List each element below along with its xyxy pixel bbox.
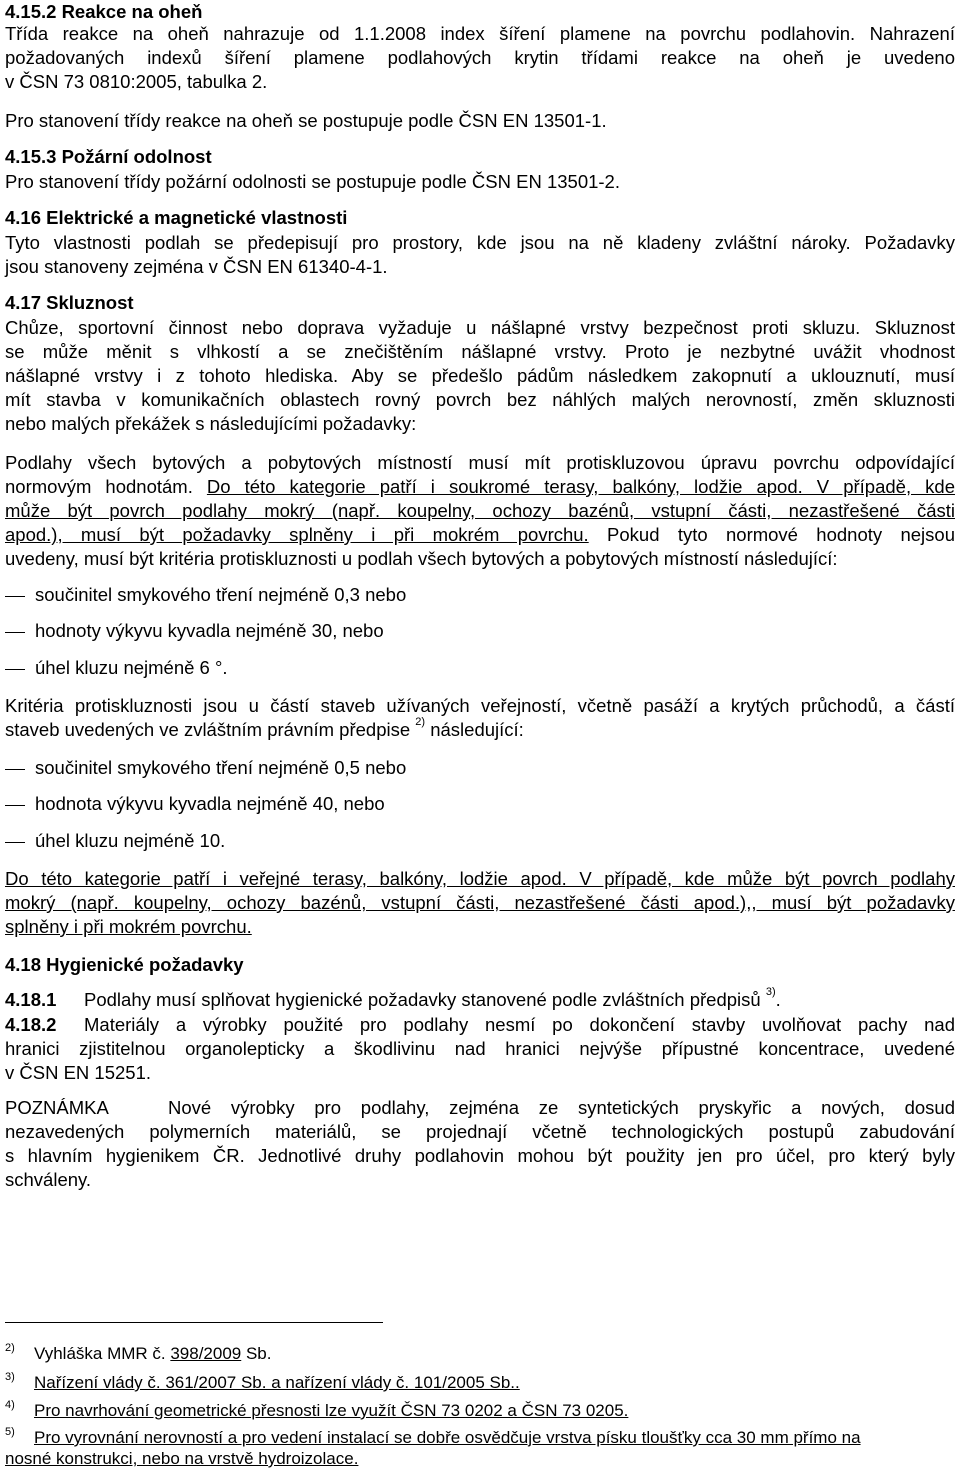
list-item — [5, 792, 955, 816]
heading-4-16: 4.16 Elektrické a magnetické vlastnosti — [5, 207, 348, 228]
underlined-line: Do této kategorie patří i veřejné terasy, balkóny, lodžie apod. V případě, kde může být povrch podlahy — [5, 868, 955, 889]
note-line — [5, 1096, 955, 1120]
item-number: 4.18.1 — [5, 989, 57, 1010]
paragraph-line: Tyto vlastnosti podlah se předepisují pro prostory, kde jsou na ně kladeny zvláštní nároky. Požadavky — [5, 232, 955, 253]
paragraph-line: v ČSN EN 15251. — [5, 1062, 152, 1083]
footnote-mark: 4) — [5, 1399, 15, 1411]
underlined-line: mokrý (např. koupelny, ochozy bazénů, vstupní části, nezastřešené části apod.),, musí být požadavky — [5, 892, 955, 913]
paragraph-line: požadovaných indexů šíření plamene podlahových krytin třídami reakce na oheň je uvedeno — [5, 47, 955, 68]
paragraph-line: Kritéria protiskluznosti jsou u částí staveb užívaných veřejností, včetně pasáží a krytých průchodů, a částí — [5, 695, 955, 716]
note-line: s hlavním hygienikem ČR. Jednotlivé druhy podlahovin mohou být použity jen pro účel, pro který byly — [5, 1145, 955, 1166]
paragraph-line: uvedeny, musí být kritéria protiskluznosti u podlah všech bytových a pobytových místností následující: — [5, 548, 838, 569]
note-line: nezavedených polymerních materiálů, se projednají včetně technologických postupů zabudování — [5, 1121, 955, 1142]
paragraph-line: Podlahy všech bytových a pobytových místností musí mít protiskluzovou úpravu povrchu odpovídající — [5, 452, 955, 473]
underlined-text: apod.), musí být požadavky splněny i při mokrém povrchu. — [5, 524, 589, 545]
item-text: Materiály a výrobky použité pro podlahy nesmí po dokončení stavby uvolňovat pachy nad — [84, 1014, 955, 1035]
underlined-line: může být povrch podlahy mokrý (např. koupelny, ochozy bazénů, vstupní části, nezastřešené části — [5, 500, 955, 521]
item-text: Podlahy musí splňovat hygienické požadavky stanovené podle zvláštních předpisů — [84, 989, 761, 1010]
footnote-5 — [5, 1427, 955, 1449]
paragraph-line: se může měnit s vlhkostí a se znečištěním nášlapné vrstvy. Proto je nezbytné uvážit vhodnost — [5, 341, 955, 362]
dash-bullet — [5, 669, 25, 670]
list-item-text: hodnota výkyvu kyvadla nejméně 40, nebo — [35, 793, 385, 814]
item-4-18-1 — [5, 988, 955, 1012]
paragraph-line — [5, 475, 955, 499]
footnote-link[interactable]: 398/2009 — [170, 1344, 242, 1363]
paragraph-line — [5, 523, 955, 547]
footnote-text: Nařízení vlády č. 361/2007 Sb. a nařízení vlády č. 101/2005 Sb.. — [34, 1373, 520, 1392]
paragraph-line: v ČSN 73 0810:2005, tabulka 2. — [5, 71, 268, 92]
list-item-text: úhel kluzu nejméně 6 °. — [35, 657, 228, 678]
list-item — [5, 756, 955, 780]
paragraph-line: Chůze, sportovní činnost nebo doprava vyžaduje u nášlapné vrstvy bezpečnost proti skluzu. Skluznost — [5, 317, 955, 338]
paragraph-line: hranici zjistitelnou organolepticky a škodlivinu nad hranici nejvýše přípustné koncentrace, uvedené — [5, 1038, 955, 1059]
note-text: Nové výrobky pro podlahy, zejména ze syntetických pryskyřic a nových, dosud — [167, 1097, 956, 1118]
text-run: následující: — [425, 719, 524, 740]
underlined-line: splněny i při mokrém povrchu. — [5, 916, 252, 937]
text-run: Pokud tyto normové hodnoty nejsou — [588, 524, 955, 545]
paragraph-line: mít stavba v komunikačních oblastech rovný povrch bez náhlých malých nerovností, změn skluznosti — [5, 389, 955, 410]
note-label: POZNÁMKA — [5, 1097, 109, 1118]
text-run: staveb uvedených ve zvláštním právním předpise — [5, 719, 416, 740]
text-run: Sb. — [241, 1344, 272, 1363]
footnote-mark: 5) — [5, 1426, 15, 1438]
heading-4-15-2: 4.15.2 Reakce na oheň — [5, 1, 203, 22]
heading-4-18: 4.18 Hygienické požadavky — [5, 954, 244, 975]
list-item — [5, 656, 955, 680]
footnote-5-continued: nosné konstrukci, nebo na vrstvě hydroizolace. — [5, 1449, 359, 1468]
footnote-separator — [5, 1322, 383, 1323]
text-run: . — [775, 989, 781, 1010]
footnote-mark: 2) — [5, 1342, 15, 1354]
footnote-text: Pro navrhování geometrické přesnosti lze využít ČSN 73 0202 a ČSN 73 0205. — [34, 1401, 629, 1420]
footnote-mark: 3) — [5, 1371, 15, 1383]
list-item — [5, 619, 955, 643]
text-run: normovým hodnotám. — [5, 476, 207, 497]
underlined-text: Do této kategorie patří i soukromé terasy, balkóny, lodžie apod. V případě, kde — [206, 476, 955, 497]
list-item-text: úhel kluzu nejméně 10. — [35, 830, 226, 851]
note-line: schváleny. — [5, 1169, 92, 1190]
footnote-text: Pro vyrovnání nerovností a pro vedení instalací se dobře osvědčuje vrstva písku tloušťky cca 30 mm přímo na — [34, 1428, 861, 1447]
list-item-text: součinitel smykového tření nejméně 0,3 nebo — [35, 584, 407, 605]
item-4-18-2 — [5, 1013, 955, 1037]
paragraph-line: nebo malých překážek s následujícími požadavky: — [5, 413, 417, 434]
list-item — [5, 829, 955, 853]
paragraph-line: Třída reakce na oheň nahrazuje od 1.1.2008 index šíření plamene na povrchu podlahovin. Nahrazení — [5, 23, 955, 44]
dash-bullet — [5, 769, 25, 770]
item-number: 4.18.2 — [5, 1014, 57, 1035]
paragraph-line: jsou stanoveny zejména v ČSN EN 61340-4-1. — [5, 256, 388, 277]
footnote-4 — [5, 1400, 955, 1422]
text-run: Vyhláška MMR č. — [34, 1344, 171, 1363]
dash-bullet — [5, 805, 25, 806]
footnote-ref: 2) — [415, 716, 426, 728]
footnote-2 — [5, 1343, 955, 1365]
heading-4-17: 4.17 Skluznost — [5, 292, 134, 313]
paragraph-line: nášlapné vrstvy i z tohoto hlediska. Aby se předešlo pádům následkem zakopnutí a uklouznutí, musí — [5, 365, 955, 386]
list-item-text: hodnoty výkyvu kyvadla nejméně 30, nebo — [35, 620, 384, 641]
footnote-text — [34, 1343, 272, 1365]
paragraph-line — [5, 718, 955, 742]
footnote-3 — [5, 1372, 955, 1394]
dash-bullet — [5, 632, 25, 633]
list-item-text: součinitel smykového tření nejméně 0,5 nebo — [35, 757, 407, 778]
dash-bullet — [5, 842, 25, 843]
list-item — [5, 583, 955, 607]
paragraph-text: Pro stanovení třídy reakce na oheň se postupuje podle ČSN EN 13501-1. — [5, 110, 607, 131]
footnote-ref: 3) — [765, 986, 776, 998]
heading-4-15-3: 4.15.3 Požární odolnost — [5, 146, 212, 167]
paragraph-text: Pro stanovení třídy požární odolnosti se postupuje podle ČSN EN 13501-2. — [5, 171, 620, 192]
dash-bullet — [5, 596, 25, 597]
